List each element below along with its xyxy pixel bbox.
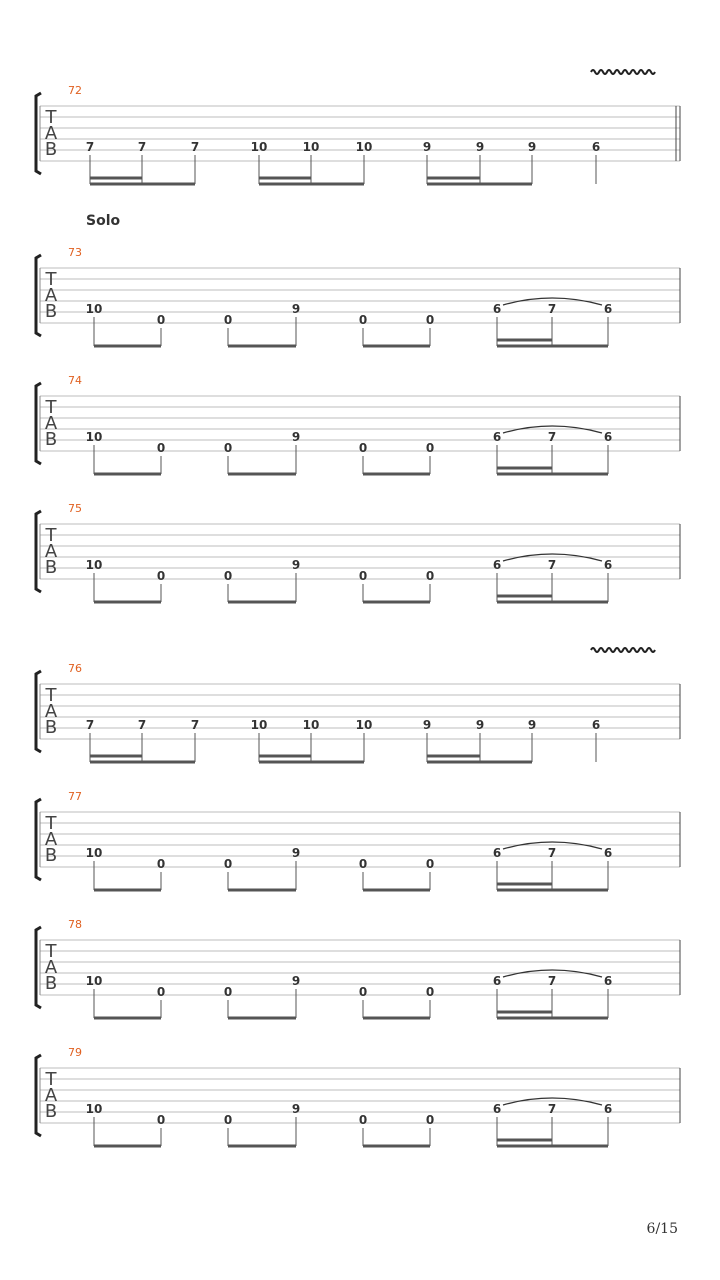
fret-number: 6 <box>492 974 502 988</box>
tab-clef-a: A <box>44 1085 58 1106</box>
fret-number: 0 <box>358 985 368 999</box>
measure-number: 72 <box>68 84 82 97</box>
fret-number: 9 <box>475 140 485 154</box>
fret-number: 10 <box>250 140 268 154</box>
fret-number: 7 <box>547 430 557 444</box>
page-number: 6/15 <box>646 1221 678 1237</box>
fret-number: 10 <box>85 974 103 988</box>
fret-number: 6 <box>492 558 502 572</box>
tab-clef-t: T <box>45 941 57 962</box>
fret-number: 9 <box>291 974 301 988</box>
fret-number: 6 <box>492 302 502 316</box>
fret-number: 6 <box>603 302 613 316</box>
fret-number: 0 <box>156 569 166 583</box>
fret-number: 7 <box>547 1102 557 1116</box>
tab-clef-b: B <box>44 301 58 322</box>
tab-clef-b: B <box>44 429 58 450</box>
tab-clef-b: B <box>44 973 58 994</box>
fret-number: 6 <box>492 1102 502 1116</box>
section-label-solo: Solo <box>86 213 121 229</box>
fret-number: 7 <box>85 140 95 154</box>
fret-number: 9 <box>527 140 537 154</box>
tab-clef-t: T <box>45 813 57 834</box>
fret-number: 10 <box>85 1102 103 1116</box>
tab-clef-b: B <box>44 717 58 738</box>
tab-clef-t: T <box>45 269 57 290</box>
fret-number: 6 <box>603 974 613 988</box>
fret-number: 7 <box>547 558 557 572</box>
fret-number: 0 <box>425 441 435 455</box>
tab-clef-t: T <box>45 685 57 706</box>
fret-number: 0 <box>223 569 233 583</box>
measure-number: 74 <box>68 374 82 387</box>
fret-number: 7 <box>547 302 557 316</box>
fret-number: 10 <box>85 558 103 572</box>
fret-number: 7 <box>547 974 557 988</box>
fret-number: 0 <box>358 569 368 583</box>
fret-number: 9 <box>527 718 537 732</box>
fret-number: 6 <box>492 430 502 444</box>
fret-number: 6 <box>603 430 613 444</box>
fret-number: 0 <box>156 1113 166 1127</box>
fret-number: 0 <box>223 441 233 455</box>
fret-number: 10 <box>250 718 268 732</box>
tab-clef-b: B <box>44 139 58 160</box>
fret-number: 10 <box>355 140 373 154</box>
fret-number: 9 <box>291 558 301 572</box>
fret-number: 10 <box>302 718 320 732</box>
fret-number: 0 <box>358 857 368 871</box>
fret-number: 0 <box>358 1113 368 1127</box>
fret-number: 0 <box>223 313 233 327</box>
tab-clef-a: A <box>44 541 58 562</box>
fret-number: 10 <box>85 430 103 444</box>
tab-clef-t: T <box>45 525 57 546</box>
tab-clef-a: A <box>44 957 58 978</box>
measure-number: 79 <box>68 1046 82 1059</box>
tab-clef-a: A <box>44 413 58 434</box>
fret-number: 0 <box>425 857 435 871</box>
fret-number: 0 <box>156 857 166 871</box>
fret-number: 6 <box>603 846 613 860</box>
tab-clef-t: T <box>45 397 57 418</box>
tab-clef-b: B <box>44 557 58 578</box>
fret-number: 6 <box>603 558 613 572</box>
fret-number: 6 <box>591 140 601 154</box>
fret-number: 10 <box>302 140 320 154</box>
measure-number: 75 <box>68 502 82 515</box>
fret-number: 0 <box>358 441 368 455</box>
fret-number: 9 <box>422 718 432 732</box>
fret-number: 9 <box>475 718 485 732</box>
fret-number: 9 <box>291 430 301 444</box>
vibrato-mark <box>591 70 655 74</box>
fret-number: 0 <box>358 313 368 327</box>
measure-number: 77 <box>68 790 82 803</box>
fret-number: 6 <box>603 1102 613 1116</box>
fret-number: 10 <box>85 846 103 860</box>
measure-number: 76 <box>68 662 82 675</box>
fret-number: 0 <box>156 985 166 999</box>
fret-number: 6 <box>492 846 502 860</box>
fret-number: 0 <box>223 985 233 999</box>
fret-number: 0 <box>425 985 435 999</box>
fret-number: 0 <box>223 1113 233 1127</box>
fret-number: 6 <box>591 718 601 732</box>
fret-number: 9 <box>422 140 432 154</box>
tab-clef-t: T <box>45 1069 57 1090</box>
tab-clef-a: A <box>44 123 58 144</box>
fret-number: 0 <box>425 313 435 327</box>
tab-clef-t: T <box>45 107 57 128</box>
fret-number: 0 <box>156 441 166 455</box>
measure-number: 78 <box>68 918 82 931</box>
fret-number: 0 <box>425 569 435 583</box>
tab-clef-b: B <box>44 845 58 866</box>
fret-number: 0 <box>425 1113 435 1127</box>
fret-number: 7 <box>85 718 95 732</box>
fret-number: 7 <box>190 718 200 732</box>
tab-clef-a: A <box>44 285 58 306</box>
fret-number: 7 <box>547 846 557 860</box>
fret-number: 10 <box>85 302 103 316</box>
fret-number: 7 <box>137 140 147 154</box>
tab-clef-a: A <box>44 701 58 722</box>
fret-number: 9 <box>291 1102 301 1116</box>
measure-number: 73 <box>68 246 82 259</box>
fret-number: 9 <box>291 846 301 860</box>
vibrato-mark <box>591 648 655 652</box>
fret-number: 7 <box>137 718 147 732</box>
tab-clef-a: A <box>44 829 58 850</box>
fret-number: 10 <box>355 718 373 732</box>
fret-number: 7 <box>190 140 200 154</box>
fret-number: 0 <box>156 313 166 327</box>
fret-number: 0 <box>223 857 233 871</box>
tab-clef-b: B <box>44 1101 58 1122</box>
fret-number: 9 <box>291 302 301 316</box>
